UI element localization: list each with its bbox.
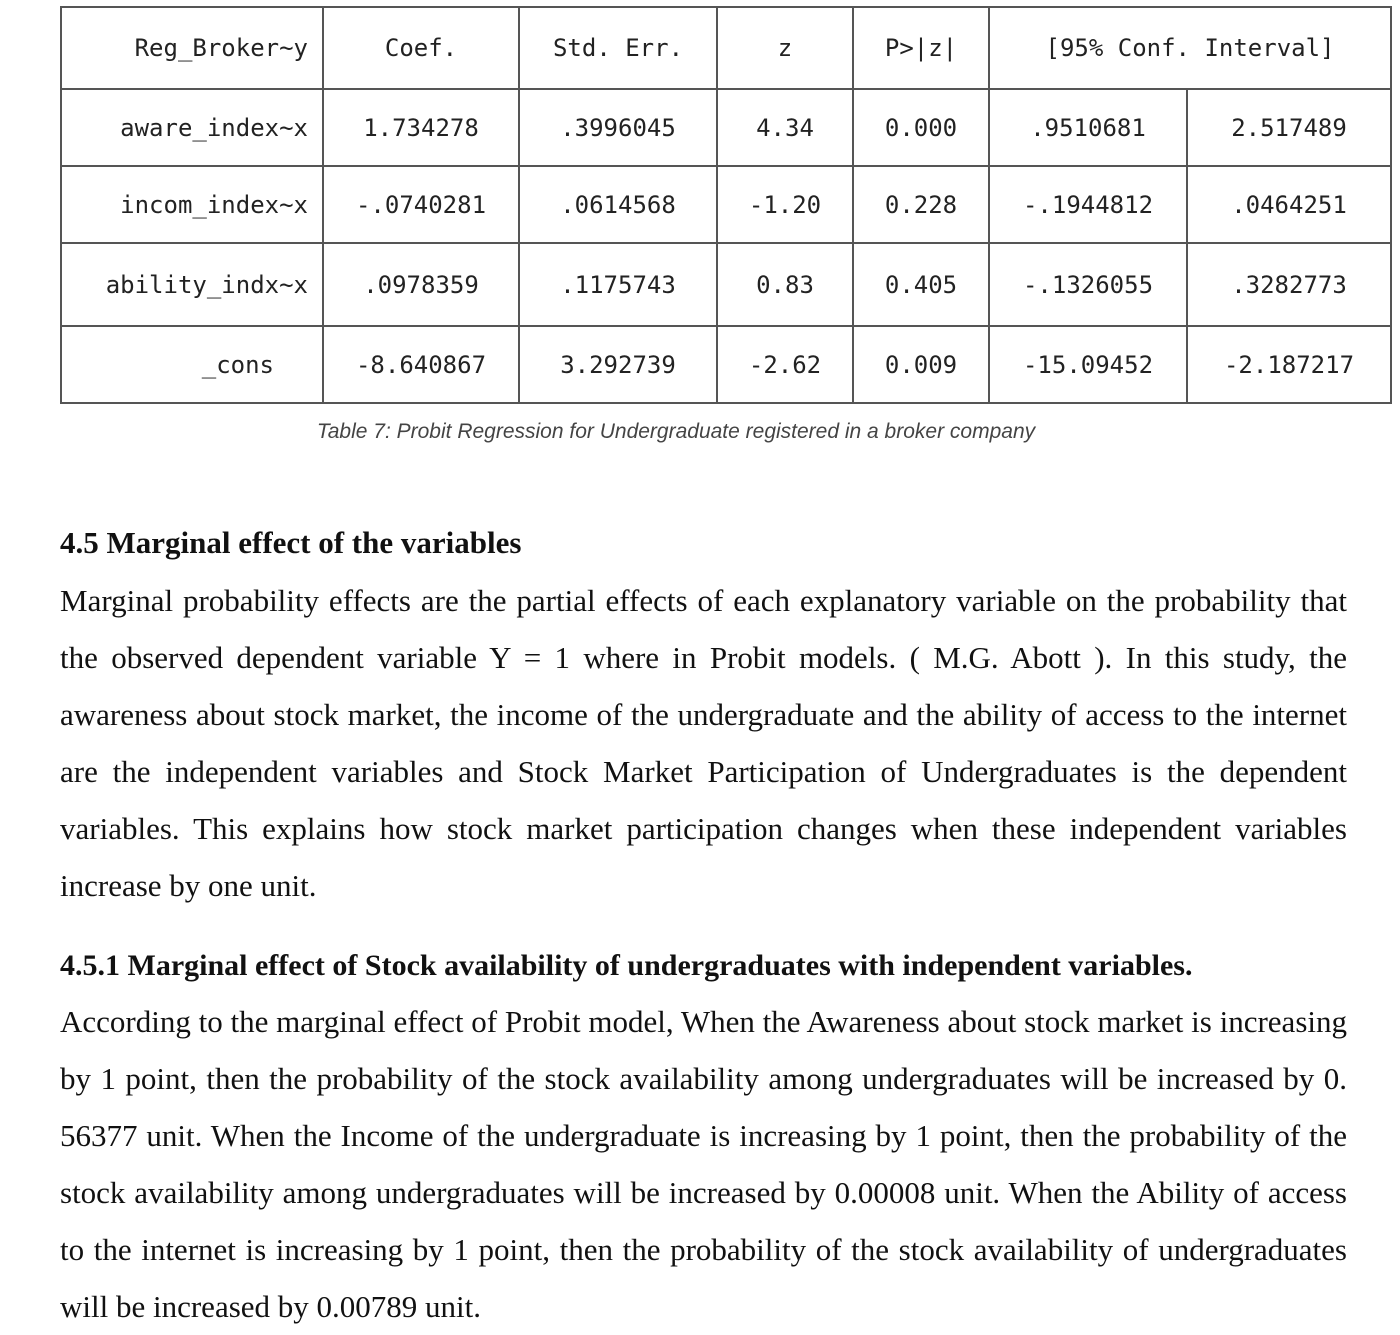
- cell-p-value: 0.009: [853, 326, 989, 403]
- section-heading-4-5: 4.5 Marginal effect of the variables: [60, 525, 522, 560]
- cell-coef: .0978359: [323, 243, 519, 326]
- table-header-row: [61, 7, 1391, 89]
- cell-coef: -8.640867: [323, 326, 519, 403]
- cell-ci-lower: -.1326055: [989, 243, 1187, 326]
- table-row: [61, 326, 1391, 403]
- cell-std-err: .0614568: [519, 166, 717, 243]
- cell-ci-upper: .0464251: [1187, 166, 1391, 243]
- header-coef: Coef.: [323, 7, 519, 89]
- section-paragraph-4-5-1: According to the marginal effect of Probit model, When the Awareness about stock market is increasing by 1 point, then the probability of the stock availability among undergraduates will be increased by 0. 56377 unit. When the Income of the undergraduate is increasing by 1 point, then the probability of the stock availability among undergraduates will be increased by 0.00008 unit. When the Ability of access to the internet is increasing by 1 point, then the probability of the stock availability of undergraduates will be increased by 0.00789 unit.: [60, 1004, 1347, 1324]
- section-heading-4-5-1: 4.5.1 Marginal effect of Stock availability of undergraduates with independent variables.: [60, 949, 1193, 982]
- section-paragraph-4-5: Marginal probability effects are the partial effects of each explanatory variable on the probability that the observed dependent variable Y = 1 where in Probit models. ( M.G. Abott ). In this study, the awareness about stock market, the income of the undergraduate and the ability of access to the internet are the independent variables and Stock Market Participation of Undergraduates is the dependent variables. This explains how stock market participation changes when these independent variables increase by one unit.: [60, 583, 1347, 903]
- cell-z: 0.83: [717, 243, 853, 326]
- cell-ci-lower: .9510681: [989, 89, 1187, 166]
- cell-coef: -.0740281: [323, 166, 519, 243]
- header-conf-interval: [95% Conf. Interval]: [989, 7, 1391, 89]
- row-label: ability_indx~x: [61, 243, 323, 326]
- cell-ci-upper: .3282773: [1187, 243, 1391, 326]
- cell-std-err: .1175743: [519, 243, 717, 326]
- header-dependent-variable: Reg_Broker~y: [61, 7, 323, 89]
- cell-coef: 1.734278: [323, 89, 519, 166]
- cell-ci-upper: 2.517489: [1187, 89, 1391, 166]
- header-std-err: Std. Err.: [519, 7, 717, 89]
- table-row: [61, 89, 1391, 166]
- table-row: [61, 166, 1391, 243]
- header-z: z: [717, 7, 853, 89]
- cell-z: -1.20: [717, 166, 853, 243]
- cell-z: -2.62: [717, 326, 853, 403]
- cell-z: 4.34: [717, 89, 853, 166]
- row-label: aware_index~x: [61, 89, 323, 166]
- table-caption: Table 7: Probit Regression for Undergraduate registered in a broker company: [316, 420, 1036, 443]
- table-row: [61, 243, 1391, 326]
- header-p-value: P>|z|: [853, 7, 989, 89]
- row-label: incom_index~x: [61, 166, 323, 243]
- cell-p-value: 0.405: [853, 243, 989, 326]
- cell-p-value: 0.000: [853, 89, 989, 166]
- cell-ci-lower: -15.09452: [989, 326, 1187, 403]
- cell-std-err: .3996045: [519, 89, 717, 166]
- cell-ci-upper: -2.187217: [1187, 326, 1391, 403]
- probit-regression-table: [60, 6, 1392, 404]
- cell-p-value: 0.228: [853, 166, 989, 243]
- cell-std-err: 3.292739: [519, 326, 717, 403]
- cell-ci-lower: -.1944812: [989, 166, 1187, 243]
- row-label: _cons: [61, 326, 323, 403]
